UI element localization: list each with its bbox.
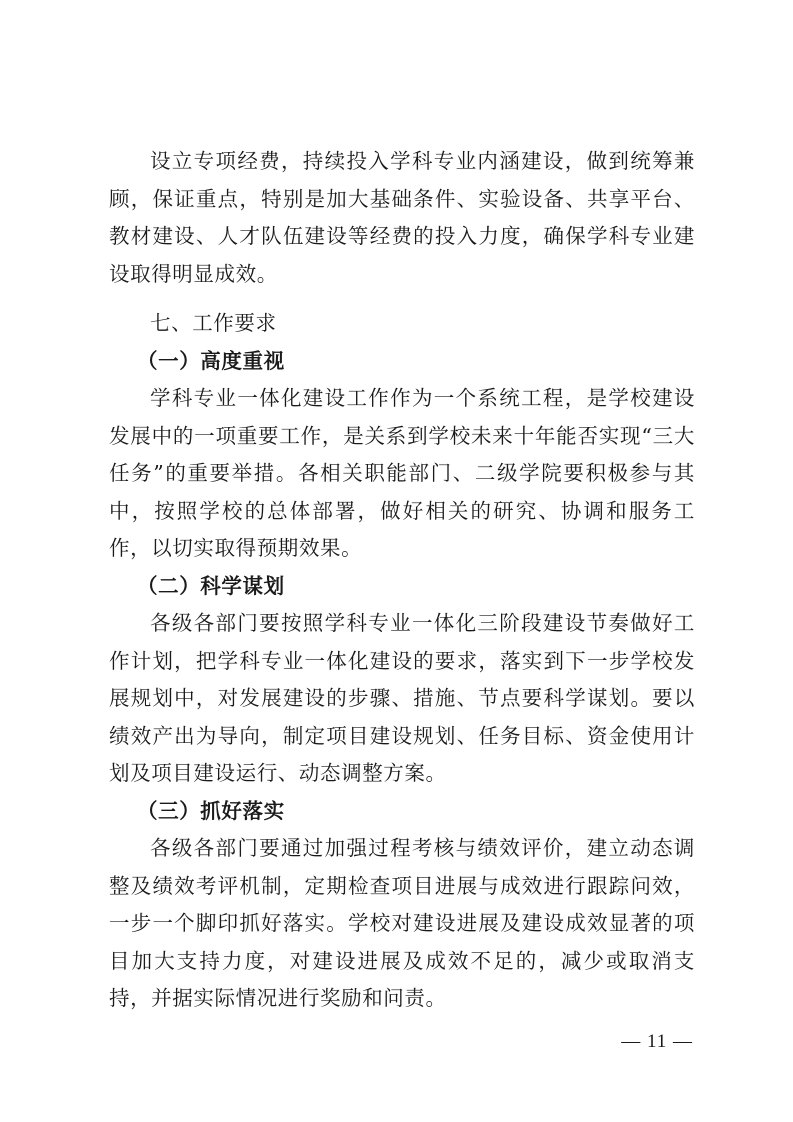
page-number: — 11 — bbox=[621, 1031, 693, 1052]
subsection-heading-2: （二）科学谋划 bbox=[137, 573, 285, 598]
subsection-heading-1: （一）高度重视 bbox=[137, 348, 285, 373]
section-title: 七、工作要求 bbox=[150, 311, 277, 335]
document-page bbox=[109, 143, 695, 1018]
subsection-body-2: 各级各部门要按照学科专业一体化三阶段建设节奏做好工作计划，把学科专业一体化建设的要求，落实到下一步学校发展规划中，对发展建设的步骤、措施、节点要科学谋划。要以绩效产出为导向，制定项目建设规划、任务目标、资金使用计划及项目建设运行、动态调整方案。 bbox=[109, 611, 695, 785]
subsection-body-3: 各级各部门要通过加强过程考核与绩效评价，建立动态调整及绩效考评机制，定期检查项目进展与成效进行跟踪问效，一步一个脚印抓好落实。学校对建设进展及建设成效显著的项目加大支持力度，对建设进展及成效不足的，减少或取消支持，并据实际情况进行奖励和问责。 bbox=[109, 836, 695, 1010]
intro-paragraph: 设立专项经费，持续投入学科专业内涵建设，做到统筹兼顾，保证重点，特别是加大基础条件、实验设备、共享平台、教材建设、人才队伍建设等经费的投入力度，确保学科专业建设取得明显成效。 bbox=[109, 149, 695, 286]
subsection-body-1: 学科专业一体化建设工作作为一个系统工程，是学校建设发展中的一项重要工作，是关系到学校未来十年能否实现“三大任务”的重要举措。各相关职能部门、二级学院要积极参与其中，按照学校的总体部署，做好相关的研究、协调和服务工作，以切实取得预期效果。 bbox=[109, 386, 695, 560]
subsection-heading-3: （三）抓好落实 bbox=[137, 798, 285, 823]
